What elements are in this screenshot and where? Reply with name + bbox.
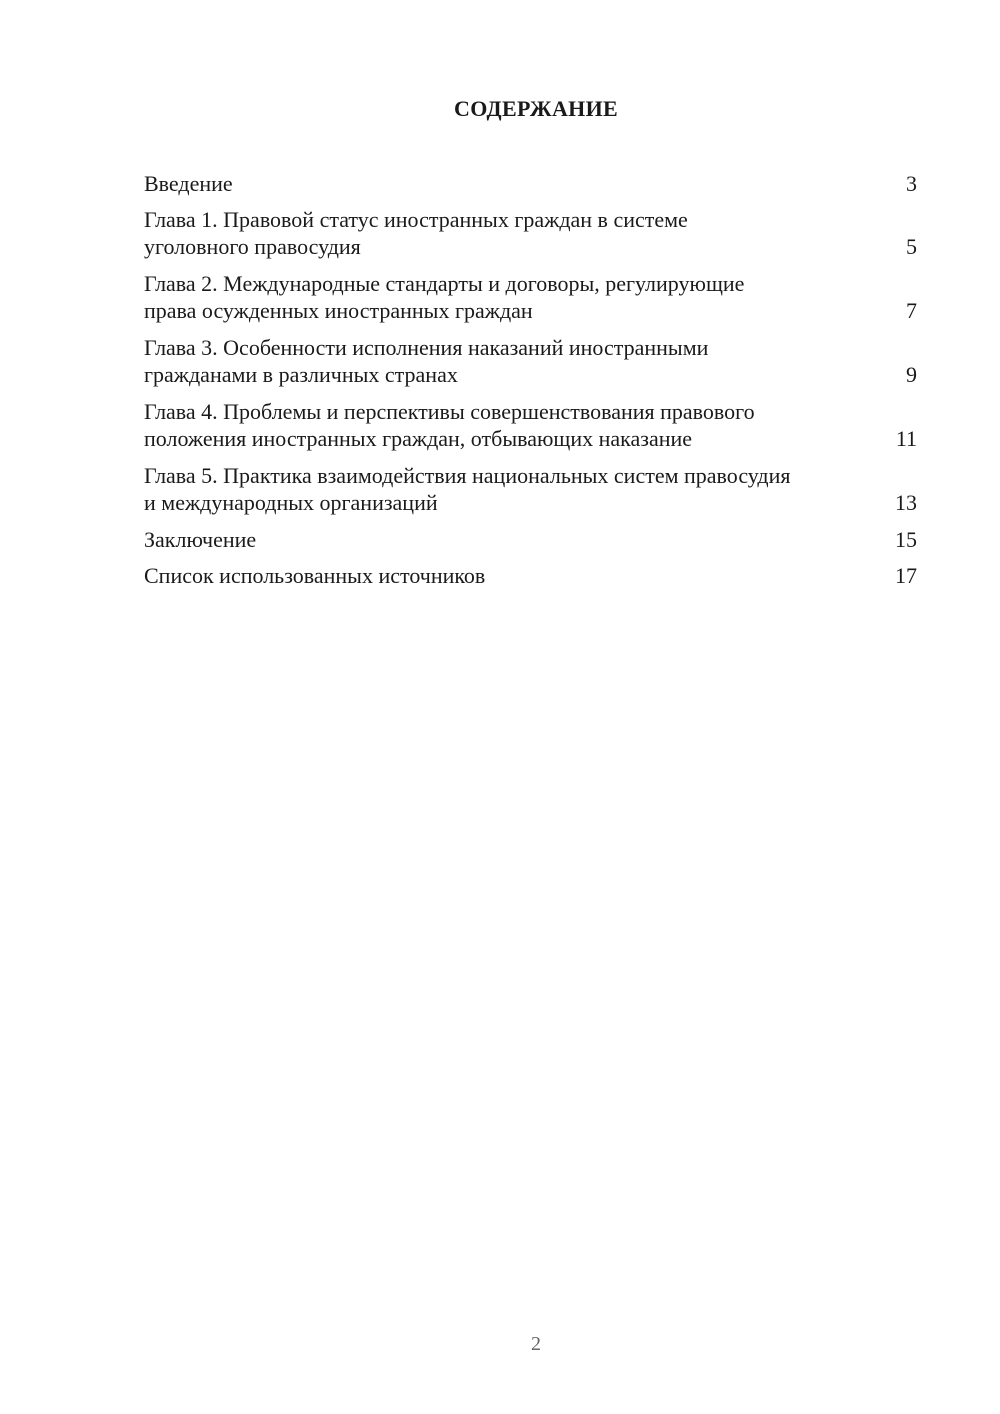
- toc-entry-page: 3: [906, 171, 917, 196]
- page-number: 2: [531, 1333, 541, 1355]
- toc-entry-text: Введение: [144, 171, 233, 196]
- toc-entry-text: Глава 5. Практика взаимодействия национальных систем правосудия и международных организаций: [144, 463, 791, 515]
- toc-entry-text: Заключение: [144, 527, 257, 552]
- toc-entry-page: 15: [895, 527, 917, 552]
- toc-entry-conclusion: [144, 526, 920, 553]
- toc-entry-chapter-3: [144, 334, 920, 388]
- toc-entry-chapter-1: [144, 206, 920, 260]
- toc-entry-chapter-4: [144, 398, 920, 452]
- toc-entry-introduction: [144, 170, 920, 197]
- toc-entry-page: 11: [895, 426, 917, 451]
- toc-entry-chapter-5: [144, 462, 920, 516]
- toc-entry-page: 5: [906, 234, 917, 259]
- toc-entry-text: Глава 3. Особенности исполнения наказаний иностранными гражданами в различных странах: [144, 335, 709, 387]
- toc-entry-page: 17: [895, 563, 917, 588]
- toc-entry-text: Глава 2. Международные стандарты и договоры, регулирующие права осужденных иностранных граждан: [144, 271, 745, 323]
- toc-entry-page: 9: [906, 362, 917, 387]
- toc-entry-text: Список использованных источников: [144, 563, 486, 588]
- toc-title: СОДЕРЖАНИЕ: [454, 96, 618, 121]
- toc-entry-text: Глава 1. Правовой статус иностранных граждан в системе уголовного правосудия: [144, 207, 688, 259]
- toc-entry-text: Глава 4. Проблемы и перспективы совершенствования правового положения иностранных граждан, отбывающих наказание: [144, 399, 755, 451]
- toc-entry-page: 7: [906, 298, 917, 323]
- toc-entry-chapter-2: [144, 270, 920, 324]
- table-of-contents: [144, 170, 920, 598]
- toc-entry-references: [144, 562, 920, 589]
- toc-entry-page: 13: [895, 490, 917, 515]
